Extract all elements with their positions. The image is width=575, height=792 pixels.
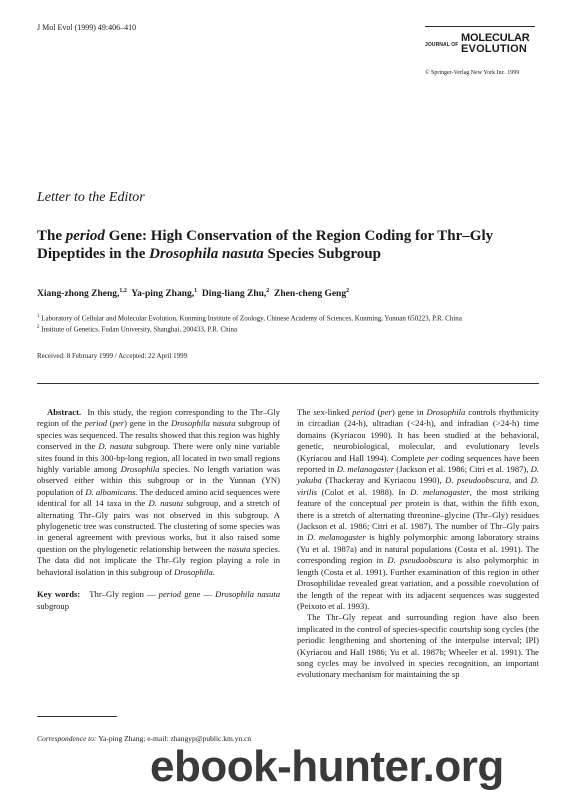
italic-term: D. yakuba xyxy=(297,464,539,486)
italic-term: period xyxy=(158,589,182,600)
affiliation-sup: 2 xyxy=(37,325,40,331)
affiliation-sup: 1 xyxy=(37,314,40,319)
article-title xyxy=(37,227,537,263)
journal-citation: J Mol Evol (1999) 49:406–410 xyxy=(37,23,137,32)
author-affil-sup: 1 xyxy=(194,288,198,294)
copyright-notice: © Springer-Verlag New York Inc. 1999 xyxy=(425,70,520,76)
abstract-paragraph xyxy=(37,407,280,578)
title-part-italic: Drosophila nasuta xyxy=(149,246,264,262)
body-paragraph: The sex-linked period (per) gene in Drosophila controls rhythmicity in circadian (24-h), ultradian (<24-h), and infradian (>24-h) time domains (Kyriacou 1990). It has been studied at the behavioral, genetic, neurobiological, molecular, and evolutionary levels (Kyriacou and Hall 1994). Complete per coding sequences have been reported in D. melanogaster (Jackson et al. 1986; Citri et al. 1987), D. yakuba (Thackeray and Kyriacou 1990), D. pseudoobscura, and D. virilis (Colot et al. 1988). In D. melanogaster, the most striking feature of the conceptual per protein is that, within the fifth exon, there is a stretch of alternating threonine–glycine (Thr–Gly) residues (Jackson et al. 1986; Citri et al. 1987). The number of Thr–Gly pairs in D. melanogaster is highly polymorphic among laboratory strains (Yu et al. 1987a) and in natural populations (Costa et al. 1991). The corresponding region in D. pseudoobscura is also polymorphic in length (Costa et al. 1991). Further examination of this region in other Drosophilidae revealed great variation, and a possible coevolution of the length of the repeat with its adjacent sequences was suggested (Peixoto et al. 1993). xyxy=(297,407,539,611)
section-label: Letter to the Editor xyxy=(37,190,145,205)
header-divider xyxy=(37,383,539,384)
right-column xyxy=(297,407,539,681)
italic-term: D. melanogaster xyxy=(410,486,470,497)
left-column xyxy=(37,407,280,612)
italic-term: Drosophila nasuta xyxy=(215,589,281,600)
italic-term: per xyxy=(112,418,125,429)
affiliation xyxy=(37,312,542,323)
affiliation xyxy=(37,323,542,334)
italic-term: D. melanogaster xyxy=(307,532,366,543)
keywords xyxy=(37,589,280,612)
italic-term: Drosophila. xyxy=(174,566,215,577)
author-affil-sup: 2 xyxy=(266,288,270,294)
author-affil-sup: 2 xyxy=(346,288,350,294)
logo-journal-of: JOURNAL OF xyxy=(425,42,459,48)
logo-molecular: MOLECULAR xyxy=(461,32,530,44)
abstract-label: Abstract. xyxy=(47,407,82,417)
affiliation-text: Institute of Genetics, Fudan University, Shanghai, 200433, P.R. China xyxy=(41,325,238,334)
author-list xyxy=(37,288,349,299)
body-paragraph: The Thr–Gly repeat and surrounding region have also been implicated in the control of species-specific courtship song cycles (the periodic lengthening and shortening of the interpulse interval; IPI) (Kyriacou and Hall 1986; Yu et al. 1987b; Wheeler et al. 1991). The song cycles may be involved in species recognition, an important evolutionary mechanism for maintaining the sp xyxy=(297,612,539,680)
title-part: The xyxy=(37,228,66,244)
italic-term: nasuta xyxy=(227,543,251,554)
author-name: Zhen-cheng Geng xyxy=(274,289,347,300)
footnote-rule xyxy=(37,716,117,717)
title-part: Species Subgroup xyxy=(263,246,381,262)
author-name: Ding-liang Zhu, xyxy=(201,289,267,300)
author-name: Xiang-zhong Zheng, xyxy=(37,289,120,300)
affiliations xyxy=(37,312,542,335)
italic-term: Drosophila nasuta xyxy=(171,418,236,429)
italic-term: Drosophila xyxy=(120,464,160,475)
italic-term: D. nasuta xyxy=(98,441,133,452)
italic-term: D. pseudoobscura xyxy=(387,555,452,566)
italic-term: period xyxy=(352,407,375,417)
italic-term: per xyxy=(380,407,392,417)
italic-term: D. albomicans. xyxy=(85,486,138,497)
received-dates: Received: 8 February 1999 / Accepted: 22 April 1999 xyxy=(37,352,188,360)
italic-term: per xyxy=(426,452,439,463)
watermark-text: ebook-hunter.org xyxy=(150,742,504,791)
abstract xyxy=(37,407,280,578)
author-name: Ya-ping Zhang, xyxy=(131,289,195,300)
footnote-text: Ya-ping Zhang; e-mail: zhangyp@public.km.yn.cn xyxy=(98,734,252,743)
italic-term: period xyxy=(84,418,108,429)
italic-term: per xyxy=(390,498,402,509)
keywords-text: Thr–Gly region — period gene — Drosophila nasuta subgroup xyxy=(37,589,281,611)
italic-term: D. nasuta xyxy=(148,498,184,509)
abstract-text: In this study, the region corresponding to the Thr–Gly region of the period (per) gene in the Drosophila nasuta subgroup of species was sequenced. The results showed that this region was highly conserved in the D. nasuta subgroup. There were only nine variable sites found in this 300-bp-long region, all located in two small regions highly variable among Drosophila species. No length variation was observed either within this subgroup or in the Yunnan (YN) population of D. albomicans. The deduced amino acid sequences were identical for all 14 taxa in the D. nasuta subgroup, and a stretch of alternating Thr–Gly pairs was not observed in this subgroup. A phylogenetic tree was constructed. The clustering of some species was in general agreement with previous works, but it also raised some question on the phylogenetic relationship between the nasuta species. The data did not implicate the Thr–Gly region playing a role in behavioral isolation in this subgroup of Drosophila. xyxy=(37,407,281,577)
author-affil-sup: 1,2 xyxy=(119,288,127,294)
affiliation-text: Laboratory of Cellular and Molecular Evolution, Kunming Institute of Zoology, Chinese Academy of Sciences, Kunming, Yunnan 650223, P.R. China xyxy=(41,314,462,323)
italic-term: D. virilis xyxy=(297,475,539,497)
italic-term: D. pseudoobscura xyxy=(445,475,510,486)
keywords-label: Key words: xyxy=(37,589,81,600)
logo-rule xyxy=(425,26,535,27)
italic-term: Drosophila xyxy=(426,407,466,417)
title-part-italic: period xyxy=(65,228,105,244)
footnote-label: Correspondence to: xyxy=(37,734,97,743)
title-part: Gene: High Conservation of the Region Coding for Thr–Gly Dipeptides in the xyxy=(37,228,494,262)
logo-evolution: EVOLUTION xyxy=(461,43,527,55)
italic-term: D. melanogaster xyxy=(336,464,395,475)
journal-logo xyxy=(425,30,535,60)
